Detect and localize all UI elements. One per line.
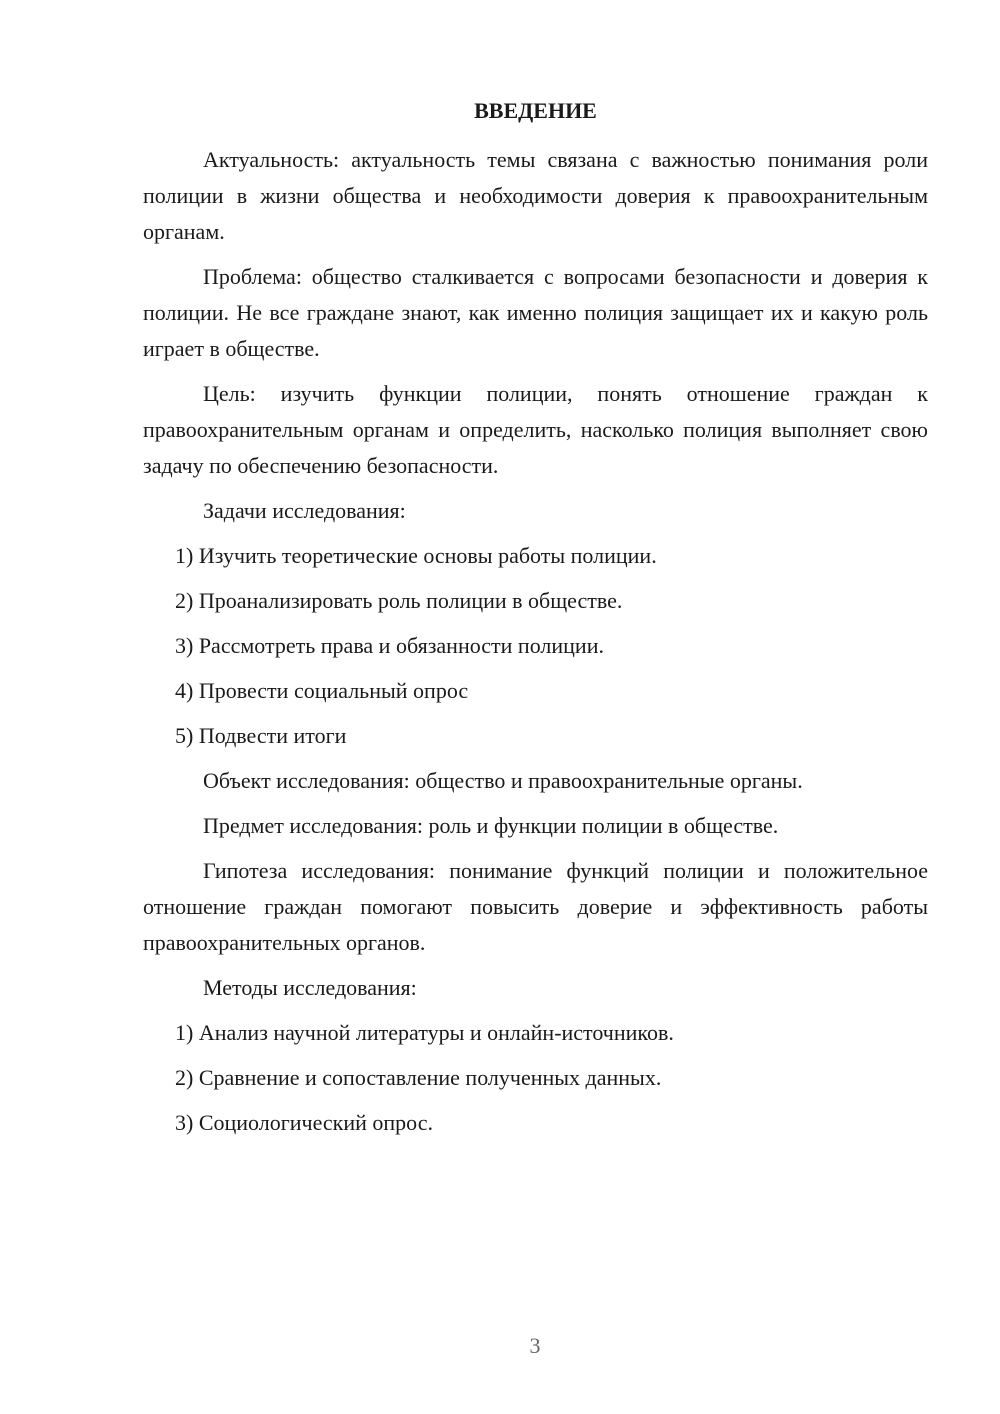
object-paragraph: Объект исследования: общество и правоохранительные органы. bbox=[203, 768, 803, 793]
relevance-paragraph: Актуальность: актуальность темы связана с важностью понимания роли полиции в жизни общества и необходимости доверия к правоохранительным органам. bbox=[143, 147, 928, 244]
method-item: 1) Анализ научной литературы и онлайн-источников. bbox=[175, 1020, 674, 1045]
page-content bbox=[143, 96, 928, 1150]
task-item: 4) Провести социальный опрос bbox=[175, 678, 469, 703]
subject-paragraph: Предмет исследования: роль и функции полиции в обществе. bbox=[203, 813, 779, 838]
page-number: 3 bbox=[529, 1333, 541, 1358]
task-item: 5) Подвести итоги bbox=[175, 723, 347, 748]
hypothesis-paragraph: Гипотеза исследования: понимание функций полиции и положительное отношение граждан помогают повысить доверие и эффективность работы правоохранительных органов. bbox=[143, 858, 928, 955]
methods-intro: Методы исследования: bbox=[203, 975, 417, 1000]
goal-paragraph: Цель: изучить функции полиции, понять отношение граждан к правоохранительным органам и определить, насколько полиция выполняет свою задачу по обеспечению безопасности. bbox=[143, 381, 928, 478]
task-item: 3) Рассмотреть права и обязанности полиции. bbox=[175, 633, 604, 658]
task-item: 2) Проанализировать роль полиции в обществе. bbox=[175, 588, 623, 613]
problem-paragraph: Проблема: общество сталкивается с вопросами безопасности и доверия к полиции. Не все граждане знают, как именно полиция защищает их и какую роль играет в обществе. bbox=[143, 264, 928, 361]
method-item: 3) Социологический опрос. bbox=[175, 1110, 433, 1135]
tasks-intro: Задачи исследования: bbox=[203, 498, 406, 523]
method-item: 2) Сравнение и сопоставление полученных данных. bbox=[175, 1065, 662, 1090]
section-heading: ВВЕДЕНИЕ bbox=[474, 98, 597, 123]
task-item: 1) Изучить теоретические основы работы полиции. bbox=[175, 543, 657, 568]
